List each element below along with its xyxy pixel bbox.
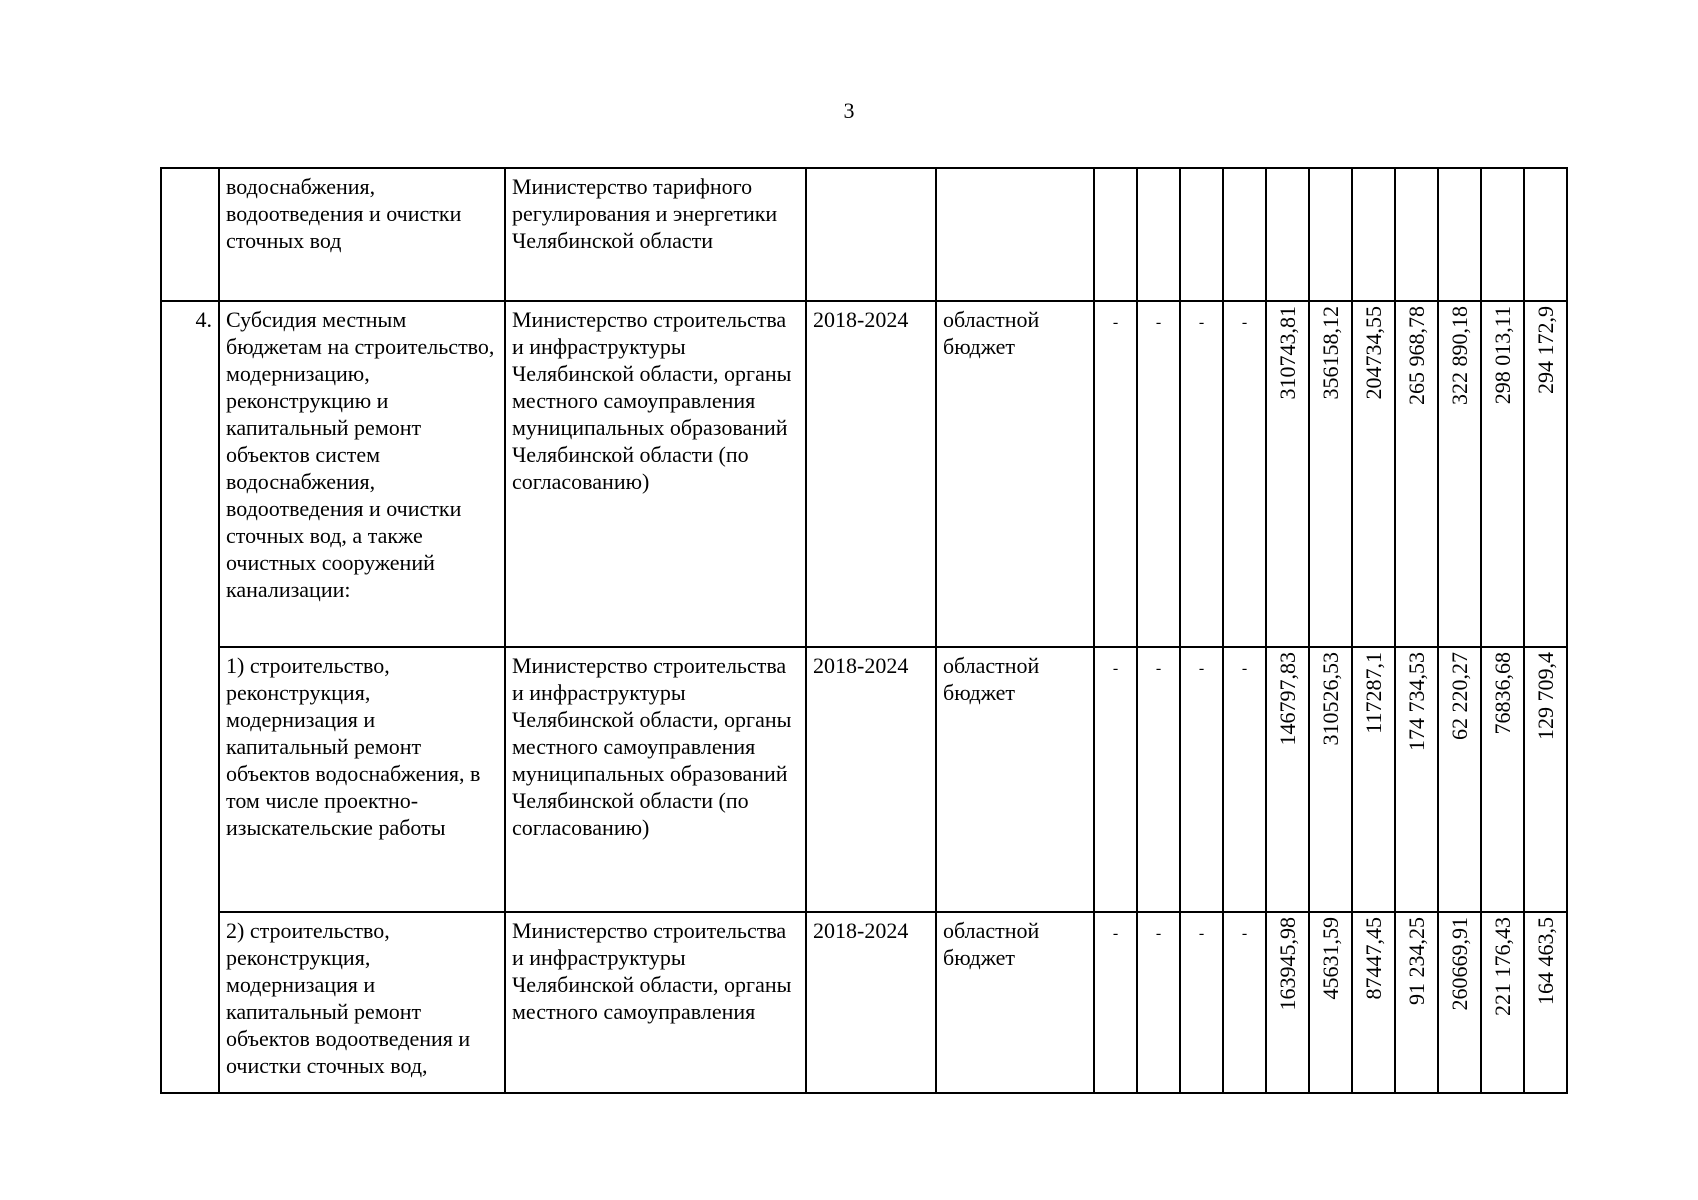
value-cell: 204734,55 bbox=[1352, 301, 1395, 647]
dash-cell: - bbox=[1223, 912, 1266, 1093]
value-cell: 76836,68 bbox=[1481, 647, 1524, 912]
value-cell: 129 709,4 bbox=[1524, 647, 1567, 912]
dash-cell: - bbox=[1137, 647, 1180, 912]
funding-source-cell: областной бюджет bbox=[936, 301, 1094, 647]
period-cell: 2018-2024 bbox=[806, 912, 936, 1093]
value-cell: 356158,12 bbox=[1309, 301, 1352, 647]
value-cell bbox=[1481, 168, 1524, 301]
executor-cell: Министерство строительства и инфраструктуры Челябинской области, органы местного самоуправления муниципальных образований Челябинской области (по согласованию) bbox=[505, 301, 806, 647]
page-number: 3 bbox=[843, 98, 855, 123]
row-number-cell: 4. bbox=[161, 301, 219, 1093]
measure-name-cell: 2) строительство, реконструкция, модернизация и капитальный ремонт объектов водоотведения и очистки сточных вод, bbox=[219, 912, 505, 1093]
value-cell bbox=[1266, 168, 1309, 301]
value-cell: 87447,45 bbox=[1352, 912, 1395, 1093]
value-cell bbox=[1309, 168, 1352, 301]
table-row bbox=[161, 168, 1567, 301]
measure-name-cell: водоснабжения, водоотведения и очистки сточных вод bbox=[219, 168, 505, 301]
dash-cell bbox=[1223, 168, 1266, 301]
table-row bbox=[161, 301, 1567, 647]
value-cell: 310526,53 bbox=[1309, 647, 1352, 912]
value-cell: 163945,98 bbox=[1266, 912, 1309, 1093]
funding-source-cell bbox=[936, 168, 1094, 301]
value-cell: 146797,83 bbox=[1266, 647, 1309, 912]
dash-cell: - bbox=[1137, 912, 1180, 1093]
program-table bbox=[160, 167, 1568, 1094]
value-cell: 294 172,9 bbox=[1524, 301, 1567, 647]
value-cell: 174 734,53 bbox=[1395, 647, 1438, 912]
value-cell: 221 176,43 bbox=[1481, 912, 1524, 1093]
dash-cell: - bbox=[1094, 301, 1137, 647]
period-cell bbox=[806, 168, 936, 301]
dash-cell bbox=[1094, 168, 1137, 301]
dash-cell: - bbox=[1180, 912, 1223, 1093]
funding-source-cell: областной бюджет bbox=[936, 647, 1094, 912]
value-cell: 91 234,25 bbox=[1395, 912, 1438, 1093]
table-row bbox=[161, 912, 1567, 1093]
value-cell: 117287,1 bbox=[1352, 647, 1395, 912]
value-cell bbox=[1438, 168, 1481, 301]
dash-cell bbox=[1137, 168, 1180, 301]
executor-cell: Министерство строительства и инфраструктуры Челябинской области, органы местного самоуправления муниципальных образований Челябинской области (по согласованию) bbox=[505, 647, 806, 912]
value-cell bbox=[1395, 168, 1438, 301]
executor-cell: Министерство тарифного регулирования и энергетики Челябинской области bbox=[505, 168, 806, 301]
value-cell: 322 890,18 bbox=[1438, 301, 1481, 647]
period-cell: 2018-2024 bbox=[806, 647, 936, 912]
dash-cell bbox=[1180, 168, 1223, 301]
row-number-cell bbox=[161, 168, 219, 301]
value-cell: 298 013,11 bbox=[1481, 301, 1524, 647]
period-cell: 2018-2024 bbox=[806, 301, 936, 647]
value-cell: 164 463,5 bbox=[1524, 912, 1567, 1093]
funding-source-cell: областной бюджет bbox=[936, 912, 1094, 1093]
value-cell bbox=[1524, 168, 1567, 301]
dash-cell: - bbox=[1180, 301, 1223, 647]
dash-cell: - bbox=[1223, 647, 1266, 912]
dash-cell: - bbox=[1094, 912, 1137, 1093]
value-cell: 260669,91 bbox=[1438, 912, 1481, 1093]
table-row bbox=[161, 647, 1567, 912]
measure-name-cell: Субсидия местным бюджетам на строительство, модернизацию, реконструкцию и капитальный ремонт объектов систем водоснабжения, водоотведения и очистки сточных вод, а также очистных сооружений канализации: bbox=[219, 301, 505, 647]
executor-cell: Министерство строительства и инфраструктуры Челябинской области, органы местного самоуправления bbox=[505, 912, 806, 1093]
value-cell: 265 968,78 bbox=[1395, 301, 1438, 647]
value-cell: 62 220,27 bbox=[1438, 647, 1481, 912]
value-cell: 45631,59 bbox=[1309, 912, 1352, 1093]
dash-cell: - bbox=[1180, 647, 1223, 912]
measure-name-cell: 1) строительство, реконструкция, модернизация и капитальный ремонт объектов водоснабжения, в том числе проектно-изыскательские работы bbox=[219, 647, 505, 912]
dash-cell: - bbox=[1137, 301, 1180, 647]
value-cell: 310743,81 bbox=[1266, 301, 1309, 647]
dash-cell: - bbox=[1094, 647, 1137, 912]
dash-cell: - bbox=[1223, 301, 1266, 647]
value-cell bbox=[1352, 168, 1395, 301]
